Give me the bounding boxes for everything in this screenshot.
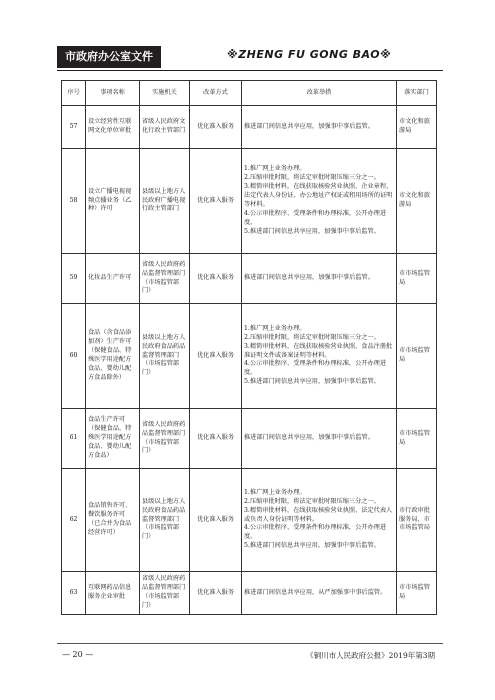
implementing-agency: 县级以上地方人民政府食品药品监督管理部门（市场监管部门） [140, 304, 190, 409]
responsible-department: 市行政审批服务局、市市场监管局 [397, 469, 437, 572]
responsible-department: 市市场监管局 [397, 254, 437, 304]
implementing-agency: 省级人民政府药品监督管理部门（市场监管部门） [140, 254, 190, 304]
implementing-agency: 县级以上地方人民政府食品药品监督管理部门（市场监管部门） [140, 469, 190, 572]
reform-measures [242, 254, 397, 304]
measure-line: 3.精简审批材料，在线获取核验营业执照、法定代表人或负责人身份证明等材料。 [244, 506, 393, 523]
implementing-agency: 省级人民政府药品监督管理部门（市场监管部门） [140, 572, 190, 615]
measure-line: 5.推进部门间信息共享应用，加强事中事后监管。 [244, 542, 380, 550]
table-row [62, 409, 437, 469]
measure-line: 1.推广网上业务办理。 [244, 324, 306, 332]
responsible-department: 市市场监管局 [397, 572, 437, 615]
row-number: 61 [62, 409, 86, 469]
measure-line: 2.压缩审批时限，将法定审批时限压缩三分之一。 [244, 333, 380, 341]
measure-line: 5.推进部门间信息共享应用，加强事中事后监管。 [244, 378, 380, 386]
row-number: 60 [62, 304, 86, 409]
item-name: 互联网药品信息服务企业审批 [86, 572, 140, 615]
reform-method: 优化准入服务 [190, 409, 242, 469]
reform-measures [242, 106, 397, 149]
reform-method: 优化准入服务 [190, 149, 242, 254]
implementing-agency: 省级人民政府文化行政主管部门 [140, 106, 190, 149]
reform-measures [242, 149, 397, 254]
responsible-department: 市文化和旅游局 [397, 149, 437, 254]
column-header-number: 序号 [62, 81, 86, 106]
publication-issue: 《铜川市人民政府公报》2019年第3期 [306, 651, 435, 660]
footer-divider [57, 643, 443, 644]
item-name: 设立广播电视视频点播业务（乙种）许可 [86, 149, 140, 254]
reform-measures [242, 572, 397, 615]
measure-line: 1.推广网上业务办理。 [244, 165, 306, 173]
measure-line: 5.推进部门间信息共享应用，加强事中事后监管。 [244, 227, 380, 235]
measure-line: 3.精简审批材料，在线获取核验营业执照、企业章程、法定代表人身份证、办公地址产权证或租用场所的证明等材料。 [244, 183, 393, 208]
item-name: 食品（含食品添加剂）生产许可（保健食品、特殊医学用途配方食品、婴幼儿配方食品除外） [86, 304, 140, 409]
table-row [62, 254, 437, 304]
header-journal-title: ※ZHENG FU GONG BAO※ [227, 48, 392, 61]
measure-line: 推进部门间信息共享应用，加强事中事后监管。 [244, 434, 374, 441]
measure-line: 推进部门间信息共享应用，加强事中事后监管。 [244, 122, 374, 130]
reform-items-table [61, 80, 437, 615]
measure-line: 1.推广网上业务办理。 [244, 488, 306, 496]
reform-method: 优化准入服务 [190, 469, 242, 572]
row-number: 63 [62, 572, 86, 615]
measure-line: 3.精简审批材料，在线获取核验营业执照、食品注册批准证明文件或备案证明等材料。 [244, 342, 393, 359]
table-row [62, 106, 437, 149]
table-row [62, 304, 437, 409]
column-header-agency: 实施机关 [140, 81, 190, 106]
reform-method: 优化准入服务 [190, 572, 242, 615]
page-number: — 20 — [62, 650, 94, 659]
reform-method: 优化准入服务 [190, 106, 242, 149]
item-name: 化妆品生产许可 [86, 254, 140, 304]
implementing-agency: 县级以上地方人民政府广播电视行政主管部门 [140, 149, 190, 254]
reform-method: 优化准入服务 [190, 304, 242, 409]
item-name: 设立经营性互联网文化单位审批 [86, 106, 140, 149]
measure-line: 4.公示审批程序、受理条件和办理标准，公开办理进度。 [244, 524, 387, 541]
measure-line: 2.压缩审批时限，将法定审批时限压缩三分之一。 [244, 174, 380, 182]
item-name: 食品生产许可（保健食品、特殊医学用途配方食品、婴幼儿配方食品） [86, 409, 140, 469]
row-number: 57 [62, 106, 86, 149]
table-row [62, 469, 437, 572]
column-header-measures: 改革举措 [242, 81, 397, 106]
page-header [57, 46, 443, 68]
header-section-title: 市政府办公室文件 [57, 46, 161, 68]
measure-line: 2.压缩审批时限，将法定审批时限压缩三分之一。 [244, 497, 380, 505]
responsible-department: 市文化和旅游局 [397, 106, 437, 149]
column-header-method: 改革方式 [190, 81, 242, 106]
item-name: 食品销售许可、餐饮服务许可（已合并为食品经营许可） [86, 469, 140, 572]
reform-method: 优化准入服务 [190, 254, 242, 304]
column-header-item-name: 事项名称 [86, 81, 140, 106]
row-number: 59 [62, 254, 86, 304]
measure-line: 4.公示审批程序、受理条件和办理标准，公开办理进度。 [244, 360, 387, 377]
reform-measures [242, 409, 397, 469]
table-header-row [62, 81, 437, 106]
responsible-department: 市市场监管局 [397, 304, 437, 409]
implementing-agency: 省级人民政府药品监督管理部门（市场监管部门） [140, 409, 190, 469]
measure-line: 推进部门间信息共享应用，加强事中事后监管。 [244, 274, 374, 281]
table-row [62, 149, 437, 254]
row-number: 58 [62, 149, 86, 254]
row-number: 62 [62, 469, 86, 572]
reform-measures [242, 469, 397, 572]
responsible-department: 市市场监管局 [397, 409, 437, 469]
header-divider [57, 70, 443, 71]
column-header-department: 落实部门 [397, 81, 437, 106]
measure-line: 推进部门间信息共享应用，从严加强事中事后监管。 [244, 588, 387, 596]
table-row [62, 572, 437, 615]
reform-measures [242, 304, 397, 409]
measure-line: 4.公示审批程序、受理条件和办理标准，公开办理进度。 [244, 209, 387, 226]
